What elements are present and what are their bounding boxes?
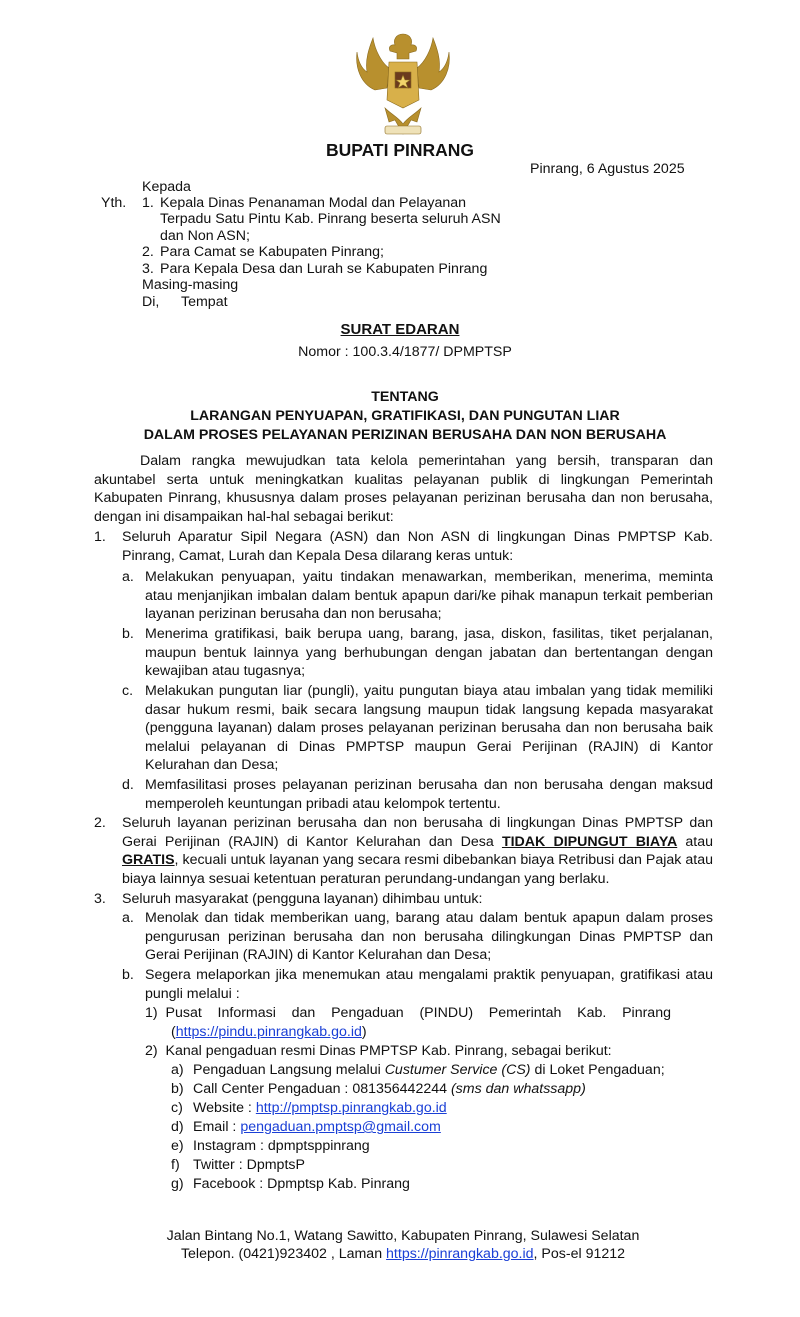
tempat-label: Tempat (181, 294, 228, 310)
channel-a-text: Pengaduan Langsung melalui Custumer Service (CS) di Loket Pengaduan; (193, 1062, 665, 1078)
intro-paragraph: Dalam rangka mewujudkan tata kelola pemerintahan yang bersih, transparan dan akuntabel serta untuk meningkatkan kualitas pelayanan publik di lingkungan Pemerintah Kabupaten Pinrang, khususnya dalam proses pelayanan perizinan berusaha dan non berusaha, dengan ini disampaikan hal-hal sebagai berikut: (94, 453, 713, 525)
point-3b-text: Segera melaporkan jika menemukan atau mengalami praktik penyuapan, gratifikasi atau pungli melalui : (145, 967, 713, 1002)
kepada-label: Kepada (142, 179, 191, 195)
email-link[interactable]: pengaduan.pmptsp@gmail.com (240, 1119, 441, 1135)
channel-b-text: Call Center Pengaduan : 081356442244 (sms dan whatssapp) (193, 1081, 586, 1097)
point-2-text: Seluruh layanan perizinan berusaha dan non berusaha di lingkungan Dinas PMPTSP dan Gerai Perijinan (RAJIN) di Kantor Kelurahan dan Desa TIDAK DIPUNGUT BIAYA atau GRATIS, kecuali untuk layanan yang secara resmi dibebankan biaya Retribusi dan Pajak atau biaya lainnya sesuai ketentuan peraturan perundang-undangan yang berlaku. (122, 815, 714, 887)
addressee-num-1: 1. (142, 195, 154, 211)
di-label: Di, (142, 294, 160, 310)
point-3-text: Seluruh masyarakat (pengguna layanan) dihimbau untuk: (122, 891, 483, 907)
footer-address: Jalan Bintang No.1, Watang Sawitto, Kabupaten Pinrang, Sulawesi Selatan (166, 1228, 640, 1244)
channel-f-text: Twitter : DpmptsP (193, 1157, 305, 1173)
gratis: GRATIS (122, 852, 175, 869)
point-2-num: 2. (94, 815, 106, 831)
channel-g-text: Facebook : Dpmptsp Kab. Pinrang (193, 1176, 410, 1192)
yth-label: Yth. (101, 195, 127, 211)
garuda-emblem-icon (355, 28, 451, 142)
point-1-num: 1. (94, 529, 106, 545)
website-link[interactable]: http://pmptsp.pinrangkab.go.id (255, 1100, 447, 1116)
point-1a-letter: a. (122, 569, 134, 585)
tidak-dipungut-biaya: TIDAK DIPUNGUT BIAYA (501, 833, 678, 850)
point-1d-text: Memfasilitasi proses pelayanan perizinan berusaha dan non berusaha dengan maksud memperoleh keuntungan pribadi atau kelompok tertentu. (145, 777, 713, 812)
doc-tentang: TENTANG (371, 389, 439, 405)
point-1b-text: Menerima gratifikasi, baik berupa uang, barang, jasa, diskon, fasilitas, tiket perjalanan, maupun bentuk lainnya yang berhubungan dengan jabatan dan bertentangan dengan kewajiban atau tugasnya; (145, 626, 713, 680)
channel-d-label: d) (171, 1119, 184, 1135)
addressee-1-line-1: Kepala Dinas Penanaman Modal dan Pelayanan (160, 195, 467, 211)
point-1c-letter: c. (122, 683, 134, 699)
point-3a-letter: a. (122, 910, 134, 926)
addressee-num-2: 2. (142, 244, 154, 260)
point-3a-text: Menolak dan tidak memberikan uang, barang atau dalam bentuk apapun dalam proses pengurusan perizinan berusaha dan non berusaha dilingkungan Dinas PMPTSP dan Gerai Perijinan (RAJIN) di Kantor Kelurahan dan Desa; (145, 910, 713, 964)
header-title: BUPATI PINRANG (325, 140, 475, 160)
footer-website-link[interactable]: https://pinrangkab.go.id (386, 1246, 534, 1262)
footer-contact: Telepon. (0421)923402 , Laman https://pinrangkab.go.id, Pos-el 91212 (180, 1246, 626, 1262)
addressee-1-line-2: Terpadu Satu Pintu Kab. Pinrang beserta seluruh ASN (160, 211, 501, 227)
channel-g-label: g) (171, 1176, 184, 1192)
doc-subject-1: LARANGAN PENYUAPAN, GRATIFIKASI, DAN PUNGUTAN LIAR (190, 408, 620, 424)
pindu-link[interactable]: https://pindu.pinrangkab.go.id (175, 1024, 362, 1040)
channel-c-text: Website : http://pmptsp.pinrangkab.go.id (193, 1100, 447, 1116)
channel-e-label: e) (171, 1138, 184, 1154)
channel-1-line-1: 1) Pusat Informasi dan Pengaduan (PINDU) Pemerintah Kab. Pinrang (145, 1005, 671, 1021)
channel-b-label: b) (171, 1081, 184, 1097)
point-1c-text: Melakukan pungutan liar (pungli), yaitu pungutan biaya atau imbalan yang tidak memiliki dasar hukum resmi, baik secara langsung maupun tidak langsung kepada masyarakat (pengguna layanan) dalam proses pelayanan perizinan berusaha dan non berusaha baik melalui pelayanan di Dinas PMPTSP maupun Gerai Perijinan (RAJIN) di Kantor Kelurahan dan Desa; (145, 683, 713, 774)
addressee-num-3: 3. (142, 261, 154, 277)
channel-2-line: 2) Kanal pengaduan resmi Dinas PMPTSP Kab. Pinrang, sebagai berikut: (145, 1043, 612, 1059)
channel-f-label: f) (171, 1157, 180, 1173)
doc-number: Nomor : 100.3.4/1877/ DPMPTSP (298, 344, 512, 360)
addressee-3-line-1: Para Kepala Desa dan Lurah se Kabupaten Pinrang (160, 261, 488, 277)
doc-subject-2: DALAM PROSES PELAYANAN PERIZINAN BERUSAHA DAN NON BERUSAHA (143, 427, 667, 443)
point-3b-letter: b. (122, 967, 134, 983)
addressee-2-line-1: Para Camat se Kabupaten Pinrang; (160, 244, 384, 260)
point-1a-text: Melakukan penyuapan, yaitu tindakan menawarkan, memberikan, menerima, meminta atau menjanjikan imbalan dalam bentuk apapun dari/ke pihak manapun terkait pemberian layanan perizinan berusaha dan non berusaha; (145, 569, 713, 623)
channel-d-text: Email : pengaduan.pmptsp@gmail.com (193, 1119, 441, 1135)
point-3-num: 3. (94, 891, 106, 907)
addressee-1-line-3: dan Non ASN; (160, 228, 250, 244)
masing-label: Masing-masing (142, 277, 239, 293)
doc-type: SURAT EDARAN (340, 321, 460, 338)
channel-c-label: c) (171, 1100, 183, 1116)
channel-e-text: Instagram : dpmptsppinrang (193, 1138, 370, 1154)
channel-1-line-2: (https://pindu.pinrangkab.go.id) (171, 1024, 367, 1040)
place-date: Pinrang, 6 Agustus 2025 (530, 161, 685, 177)
point-1d-letter: d. (122, 777, 134, 793)
channel-a-label: a) (171, 1062, 184, 1078)
point-1-text: Seluruh Aparatur Sipil Negara (ASN) dan Non ASN di lingkungan Dinas PMPTSP Kab. Pinrang, Camat, Lurah dan Kepala Desa dilarang keras untuk: (122, 529, 713, 564)
point-1b-letter: b. (122, 626, 134, 642)
